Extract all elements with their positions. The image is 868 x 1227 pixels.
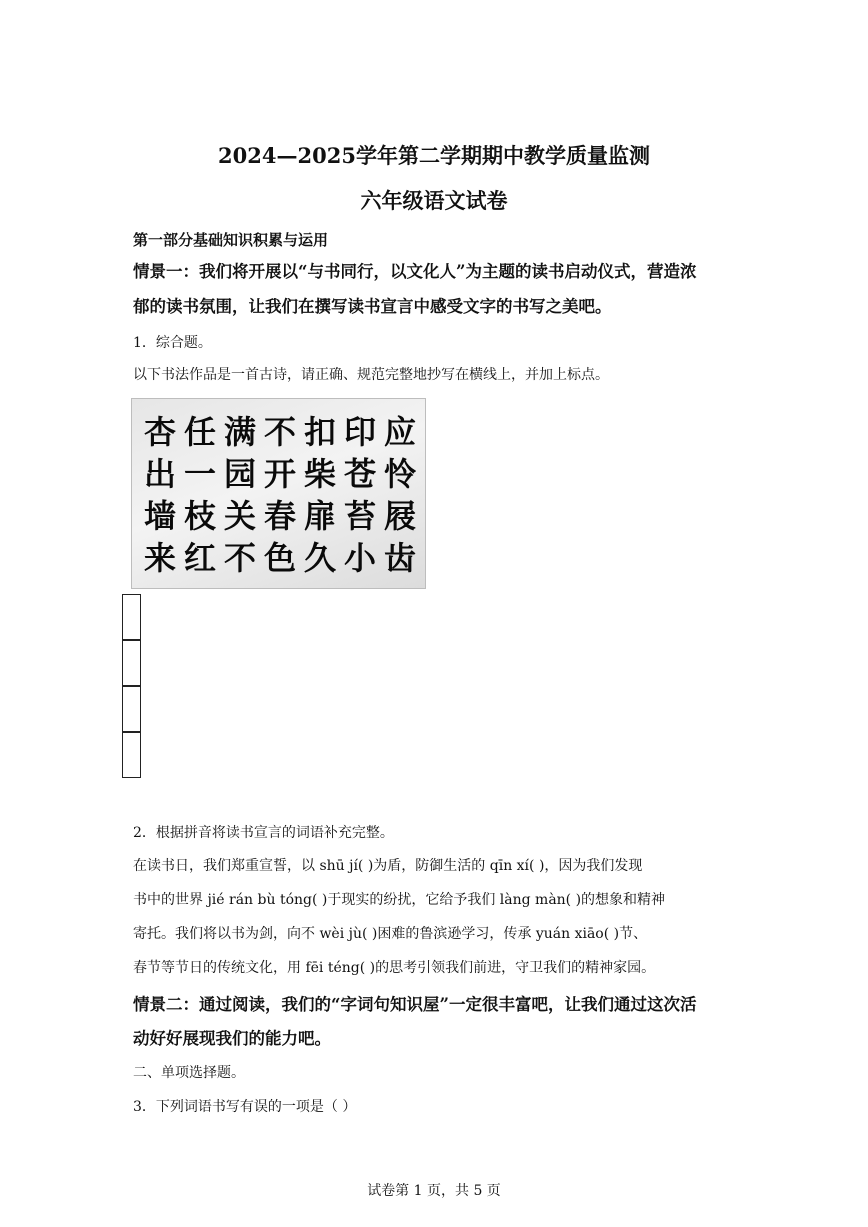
calligraphy-char: 苍 (343, 455, 376, 493)
calligraphy-char: 园 (223, 455, 256, 493)
part1-heading: 第一部分基础知识积累与运用 (133, 231, 329, 249)
scene2-text-line1: 情景二：通过阅读，我们的“字词句知识屋”一定很丰富吧，让我们通过这次活 (133, 995, 697, 1014)
calligraphy-char: 齿 (383, 539, 416, 577)
calligraphy-char: 扉 (303, 497, 336, 535)
q2-title: 2．根据拼音将读书宣言的词语补充完整。 (133, 825, 394, 841)
calligraphy-char: 开 (263, 455, 296, 493)
calligraphy-char: 一 (183, 455, 216, 493)
calligraphy-char: 春 (263, 497, 296, 535)
calligraphy-char: 屐 (383, 497, 416, 535)
q1-instruction: 以下书法作品是一首古诗，请正确、规范完整地抄写在横线上，并加上标点。 (133, 367, 609, 383)
calligraphy-char: 关 (223, 497, 256, 535)
calligraphy-char: 来 (143, 539, 176, 577)
calligraphy-char: 不 (263, 413, 296, 451)
calligraphy-char: 任 (183, 413, 216, 451)
q2-text-line3: 寄托。我们将以书为剑，向不 wèi jù( )困难的鲁滨逊学习，传承 yuán xiāo( )节、 (133, 926, 648, 942)
calligraphy-char: 小 (343, 539, 376, 577)
calligraphy-char: 苔 (343, 497, 376, 535)
calligraphy-grid (140, 411, 420, 579)
calligraphy-char: 枝 (183, 497, 216, 535)
calligraphy-char: 扣 (303, 413, 336, 451)
calligraphy-char: 红 (183, 539, 216, 577)
calligraphy-char: 满 (223, 413, 256, 451)
q2-text-line2: 书中的世界 jié rán bù tóng( )于现实的纷扰，它给予我们 làng màn( )的想象和精神 (133, 892, 666, 908)
q2-text-line4: 春节等节日的传统文化，用 fēi téng( )的思考引领我们前进，守卫我们的精神家园。 (133, 960, 656, 976)
exam-subtitle: 六年级语文试卷 (360, 188, 508, 213)
calligraphy-char: 杏 (143, 413, 176, 451)
answer-line-1[interactable] (122, 594, 141, 640)
page-footer: 试卷第 1 页，共 5 页 (367, 1183, 501, 1199)
calligraphy-char: 应 (383, 413, 416, 451)
answer-line-4[interactable] (122, 732, 141, 778)
q3-title: 3．下列词语书写有误的一项是（ ） (133, 1099, 357, 1115)
exam-title: 2024—2025学年第二学期期中教学质量监测 (218, 143, 650, 168)
calligraphy-image (131, 398, 426, 589)
scene1-text-line2: 郁的读书氛围，让我们在撰写读书宣言中感受文字的书写之美吧。 (133, 297, 612, 316)
calligraphy-char: 墙 (143, 497, 176, 535)
calligraphy-char: 柴 (303, 455, 336, 493)
calligraphy-char: 久 (303, 539, 336, 577)
calligraphy-char: 怜 (383, 455, 416, 493)
calligraphy-char: 色 (263, 539, 296, 577)
scene2-text-line2: 动好好展现我们的能力吧。 (133, 1029, 331, 1048)
calligraphy-char: 出 (143, 455, 176, 493)
q2-text-line1: 在读书日，我们郑重宣誓，以 shū jí( )为盾，防御生活的 qīn xí( )，因为我们发现 (133, 858, 643, 874)
calligraphy-char: 印 (343, 413, 376, 451)
section2-title: 二、单项选择题。 (133, 1065, 245, 1081)
answer-line-3[interactable] (122, 686, 141, 732)
answer-line-2[interactable] (122, 640, 141, 686)
q1-title: 1．综合题。 (133, 335, 212, 351)
calligraphy-char: 不 (223, 539, 256, 577)
scene1-text-line1: 情景一：我们将开展以“与书同行，以文化人”为主题的读书启动仪式，营造浓 (133, 262, 697, 281)
